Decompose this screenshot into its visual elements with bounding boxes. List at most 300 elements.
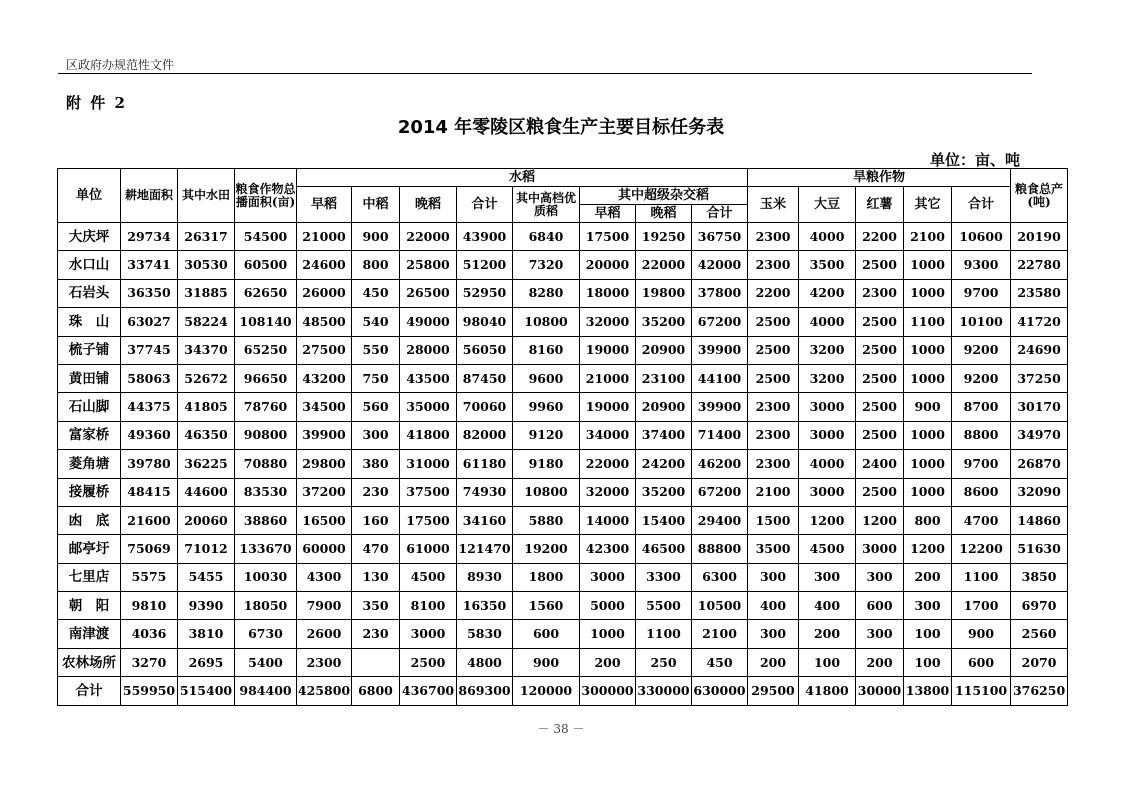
table-cell: 5000 [580,592,636,620]
table-cell: 6970 [1011,592,1068,620]
table-cell: 3000 [400,620,457,648]
table-cell: 300 [799,563,856,591]
table-cell: 7320 [513,251,580,279]
table-cell: 61000 [400,535,457,563]
table-cell: 2500 [856,393,904,421]
table-cell: 3500 [799,251,856,279]
table-cell: 10100 [952,308,1011,336]
table-cell: 1200 [904,535,952,563]
row-label: 接履桥 [58,478,121,506]
table-cell: 22000 [636,251,692,279]
table-cell: 17500 [580,223,636,251]
table-cell: 10800 [513,478,580,506]
table-cell: 54500 [235,223,297,251]
table-cell: 39900 [692,393,748,421]
table-cell: 3200 [799,364,856,392]
table-cell: 44100 [692,364,748,392]
table-cell: 121470 [457,535,513,563]
table-cell: 3810 [178,620,235,648]
table-cell: 2200 [856,223,904,251]
table-cell: 34160 [457,506,513,534]
table-cell: 78760 [235,393,297,421]
table-cell: 31000 [400,450,457,478]
table-cell: 49000 [400,308,457,336]
table-cell: 1700 [952,592,1011,620]
table-cell: 87450 [457,364,513,392]
table-cell: 130 [352,563,400,591]
table-cell: 31885 [178,279,235,307]
table-row [58,620,1068,648]
table-cell: 900 [904,393,952,421]
grain-target-table [57,168,1068,706]
row-label: 合计 [58,677,121,705]
table-cell: 8100 [400,592,457,620]
row-label: 黄田铺 [58,364,121,392]
table-cell: 12200 [952,535,1011,563]
table-cell: 1200 [856,506,904,534]
table-row [58,563,1068,591]
header-early-rice: 早稻 [297,187,352,223]
table-cell: 67200 [692,478,748,506]
table-cell: 21000 [297,223,352,251]
table-cell: 559950 [121,677,178,705]
header-mid-rice: 中稻 [352,187,400,223]
table-cell: 18000 [580,279,636,307]
table-cell: 3200 [799,336,856,364]
table-cell: 15400 [636,506,692,534]
table-cell: 300 [904,592,952,620]
table-cell: 58063 [121,364,178,392]
table-cell: 21000 [580,364,636,392]
row-label: 石山脚 [58,393,121,421]
table-cell: 39900 [297,421,352,449]
table-cell: 8280 [513,279,580,307]
table-cell: 350 [352,592,400,620]
table-cell: 200 [748,648,799,676]
table-cell: 41720 [1011,308,1068,336]
table-cell: 90800 [235,421,297,449]
unit-label: 单位：亩、吨 [930,151,1021,169]
table-cell: 2500 [856,364,904,392]
table-cell: 51200 [457,251,513,279]
table-cell: 19800 [636,279,692,307]
table-cell: 46200 [692,450,748,478]
table-cell: 5880 [513,506,580,534]
table-cell: 43200 [297,364,352,392]
table-cell: 41800 [400,421,457,449]
table-cell: 300000 [580,677,636,705]
header-grain-sown-area: 粮食作物总播面积(亩) [235,169,297,223]
row-label: 邮亭圩 [58,535,121,563]
table-cell: 16350 [457,592,513,620]
table-cell: 10500 [692,592,748,620]
table-cell: 20900 [636,336,692,364]
table-cell: 33741 [121,251,178,279]
row-label: 大庆坪 [58,223,121,251]
table-cell: 300 [856,620,904,648]
table-cell: 400 [748,592,799,620]
table-cell: 120000 [513,677,580,705]
table-cell: 35000 [400,393,457,421]
row-label: 凼 底 [58,506,121,534]
table-cell: 560 [352,393,400,421]
table-cell: 37250 [1011,364,1068,392]
row-label: 石岩头 [58,279,121,307]
table-cell: 115100 [952,677,1011,705]
table-cell: 74930 [457,478,513,506]
table-cell: 2500 [856,478,904,506]
table-cell: 29734 [121,223,178,251]
header-other: 其它 [904,187,952,223]
table-cell: 37745 [121,336,178,364]
table-cell: 4000 [799,450,856,478]
table-cell: 16500 [297,506,352,534]
table-cell: 70060 [457,393,513,421]
row-label: 农林场所 [58,648,121,676]
table-cell: 28000 [400,336,457,364]
table-cell: 9180 [513,450,580,478]
table-cell: 2500 [856,308,904,336]
table-cell: 900 [952,620,1011,648]
table-cell: 2300 [748,223,799,251]
table-cell: 2500 [856,251,904,279]
table-row [58,421,1068,449]
table-cell: 800 [904,506,952,534]
table-row [58,478,1068,506]
table-cell: 470 [352,535,400,563]
table-cell: 425800 [297,677,352,705]
header-rice: 水稻 [297,169,748,187]
table-cell: 32000 [580,308,636,336]
table-cell: 133670 [235,535,297,563]
table-cell: 29800 [297,450,352,478]
table-cell: 20900 [636,393,692,421]
header-sh-late: 晚稻 [636,205,692,223]
table-cell: 46350 [178,421,235,449]
table-cell: 48415 [121,478,178,506]
table-cell: 60000 [297,535,352,563]
row-label: 七里店 [58,563,121,591]
table-cell: 14000 [580,506,636,534]
header-sweet-potato: 红薯 [856,187,904,223]
table-cell: 900 [513,648,580,676]
table-cell: 67200 [692,308,748,336]
table-cell: 1100 [952,563,1011,591]
table-cell: 9600 [513,364,580,392]
table-cell: 60500 [235,251,297,279]
row-label: 朝 阳 [58,592,121,620]
table-cell: 34500 [297,393,352,421]
page-number: － 38 － [537,722,585,736]
table-cell: 32090 [1011,478,1068,506]
table-cell: 20190 [1011,223,1068,251]
table-cell: 3000 [799,393,856,421]
table-cell: 1000 [580,620,636,648]
row-label: 富家桥 [58,421,121,449]
table-cell: 26000 [297,279,352,307]
table-cell: 98040 [457,308,513,336]
table-cell: 8600 [952,478,1011,506]
header-paddy: 其中水田 [178,169,235,223]
table-cell: 3000 [799,478,856,506]
table-cell: 10800 [513,308,580,336]
table-cell: 49360 [121,421,178,449]
table-cell: 18050 [235,592,297,620]
table-cell: 42300 [580,535,636,563]
table-cell: 63027 [121,308,178,336]
table-cell: 82000 [457,421,513,449]
table-cell: 100 [904,620,952,648]
table-cell: 10600 [952,223,1011,251]
table-cell: 26500 [400,279,457,307]
table-cell: 2070 [1011,648,1068,676]
header-dry-total: 合计 [952,187,1011,223]
row-label: 水口山 [58,251,121,279]
table-cell: 13800 [904,677,952,705]
header-soybean: 大豆 [799,187,856,223]
table-cell: 1560 [513,592,580,620]
table-cell: 41805 [178,393,235,421]
table-cell: 4500 [400,563,457,591]
table-cell: 9390 [178,592,235,620]
table-cell: 3500 [748,535,799,563]
table-cell: 3000 [799,421,856,449]
table-cell: 19250 [636,223,692,251]
table-cell: 230 [352,478,400,506]
table-cell: 43900 [457,223,513,251]
table-cell: 2300 [748,393,799,421]
table-cell: 41800 [799,677,856,705]
table-cell: 2100 [692,620,748,648]
table-cell: 900 [352,223,400,251]
table-cell: 62650 [235,279,297,307]
table-cell: 96650 [235,364,297,392]
table-row [58,308,1068,336]
row-label: 菱角塘 [58,450,121,478]
table-cell: 30530 [178,251,235,279]
table-cell: 36225 [178,450,235,478]
table-cell: 2500 [748,364,799,392]
table-cell: 22000 [580,450,636,478]
table-cell: 2560 [1011,620,1068,648]
table-cell: 65250 [235,336,297,364]
table-cell: 24600 [297,251,352,279]
table-cell: 5400 [235,648,297,676]
table-cell: 6800 [352,677,400,705]
table-cell: 1200 [799,506,856,534]
table-row [58,450,1068,478]
table-cell: 5830 [457,620,513,648]
table-cell: 2300 [748,450,799,478]
table-cell: 300 [352,421,400,449]
table-cell: 35200 [636,478,692,506]
table-cell: 984400 [235,677,297,705]
header-arable-area: 耕地面积 [121,169,178,223]
table-cell: 4700 [952,506,1011,534]
header-grain-output: 粮食总产(吨) [1011,169,1068,223]
table-cell: 51630 [1011,535,1068,563]
table-cell: 42000 [692,251,748,279]
table-cell: 83530 [235,478,297,506]
table-row [58,364,1068,392]
table-row [58,336,1068,364]
table-cell: 88800 [692,535,748,563]
table-cell: 17500 [400,506,457,534]
table-cell: 23580 [1011,279,1068,307]
table-cell: 2300 [748,421,799,449]
table-cell: 9200 [952,336,1011,364]
table-cell: 37500 [400,478,457,506]
table-cell: 25800 [400,251,457,279]
table-cell: 9810 [121,592,178,620]
row-label: 梳子铺 [58,336,121,364]
table-cell: 2400 [856,450,904,478]
table-cell: 750 [352,364,400,392]
table-cell: 37200 [297,478,352,506]
table-cell: 52950 [457,279,513,307]
table-cell: 380 [352,450,400,478]
table-cell: 7900 [297,592,352,620]
table-cell: 400 [799,592,856,620]
table-cell: 108140 [235,308,297,336]
table-cell [352,648,400,676]
table-cell: 27500 [297,336,352,364]
table-cell: 2500 [856,336,904,364]
table-cell: 48500 [297,308,352,336]
header-premium-rice: 其中高档优质稻 [513,187,580,223]
table-cell: 4000 [799,308,856,336]
table-cell: 20060 [178,506,235,534]
table-cell: 1000 [904,336,952,364]
table-cell: 1000 [904,364,952,392]
table-row [58,393,1068,421]
table-cell: 36350 [121,279,178,307]
table-cell: 1000 [904,421,952,449]
table-cell: 2300 [856,279,904,307]
table-body [58,223,1068,706]
table-cell: 600 [952,648,1011,676]
table-cell: 250 [636,648,692,676]
table-row [58,506,1068,534]
table-cell: 32000 [580,478,636,506]
table-cell: 37400 [636,421,692,449]
header-super-hybrid: 其中超级杂交稻 [580,187,748,205]
header-sh-early: 早稻 [580,205,636,223]
table-cell: 39900 [692,336,748,364]
table-cell: 5575 [121,563,178,591]
table-cell: 4800 [457,648,513,676]
table-cell: 515400 [178,677,235,705]
table-cell: 300 [856,563,904,591]
table-cell: 5500 [636,592,692,620]
table-cell: 600 [513,620,580,648]
table-cell: 43500 [400,364,457,392]
table-cell: 36750 [692,223,748,251]
table-cell: 540 [352,308,400,336]
table-cell: 200 [799,620,856,648]
table-cell: 56050 [457,336,513,364]
table-cell: 71400 [692,421,748,449]
attachment-label: 附 件 2 [66,94,127,112]
table-cell: 100 [904,648,952,676]
table-cell: 630000 [692,677,748,705]
table-cell: 34000 [580,421,636,449]
table-row [58,592,1068,620]
table-cell: 71012 [178,535,235,563]
table-cell: 9960 [513,393,580,421]
table-cell: 35200 [636,308,692,336]
header-late-rice: 晚稻 [400,187,457,223]
table-cell: 3000 [856,535,904,563]
table-cell: 19000 [580,336,636,364]
table-row [58,279,1068,307]
table-cell: 1000 [904,279,952,307]
table-cell: 52672 [178,364,235,392]
table-cell: 46500 [636,535,692,563]
table-cell: 1100 [636,620,692,648]
table-cell: 1000 [904,251,952,279]
table-cell: 9700 [952,279,1011,307]
table-cell: 2100 [904,223,952,251]
table-row [58,677,1068,705]
table-cell: 61180 [457,450,513,478]
table-cell: 2300 [297,648,352,676]
table-cell: 450 [352,279,400,307]
table-cell: 2600 [297,620,352,648]
table-cell: 24690 [1011,336,1068,364]
table-cell: 39780 [121,450,178,478]
table-cell: 29500 [748,677,799,705]
table-cell: 30170 [1011,393,1068,421]
table-cell: 24200 [636,450,692,478]
table-cell: 550 [352,336,400,364]
table-cell: 2100 [748,478,799,506]
table-cell: 6300 [692,563,748,591]
table-cell: 44375 [121,393,178,421]
table-cell: 2300 [748,251,799,279]
table-cell: 19000 [580,393,636,421]
table-cell: 75069 [121,535,178,563]
table-cell: 4036 [121,620,178,648]
table-cell: 1800 [513,563,580,591]
table-cell: 230 [352,620,400,648]
table-cell: 200 [580,648,636,676]
table-cell: 8700 [952,393,1011,421]
table-cell: 3000 [580,563,636,591]
table-cell: 6840 [513,223,580,251]
table-cell: 436700 [400,677,457,705]
table-cell: 1000 [904,450,952,478]
table-cell: 58224 [178,308,235,336]
table-cell: 2500 [748,336,799,364]
table-cell: 330000 [636,677,692,705]
table-cell: 21600 [121,506,178,534]
table-cell: 30000 [856,677,904,705]
table-cell: 6730 [235,620,297,648]
header-dry-crops: 旱粮作物 [748,169,1011,187]
table-cell: 376250 [1011,677,1068,705]
document-category: 区政府办规范性文件 [66,58,175,72]
table-row [58,535,1068,563]
table-cell: 9120 [513,421,580,449]
table-cell: 70880 [235,450,297,478]
page-title: 2014 年零陵区粮食生产主要目标任务表 [397,117,725,138]
table-cell: 2500 [856,421,904,449]
table-cell: 9700 [952,450,1011,478]
table-cell: 300 [748,563,799,591]
table-cell: 100 [799,648,856,676]
table-cell: 2500 [748,308,799,336]
